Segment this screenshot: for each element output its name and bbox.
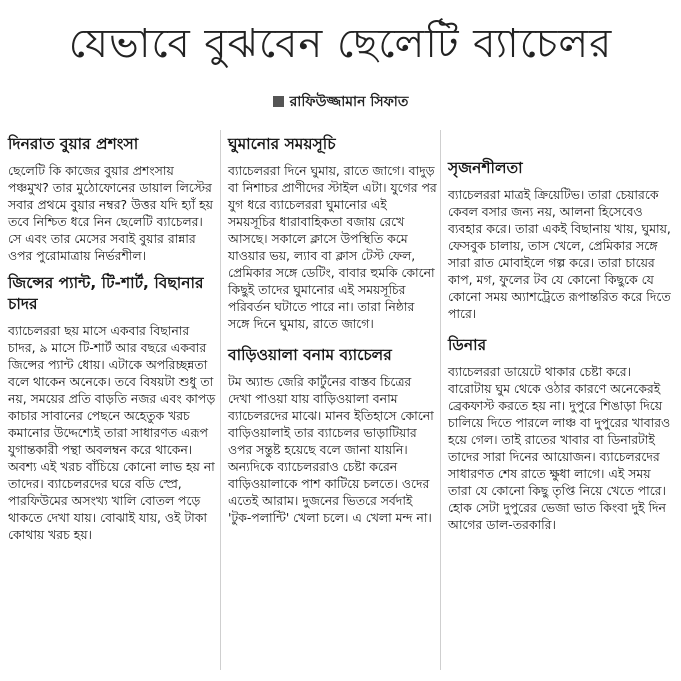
column-1 bbox=[8, 134, 218, 552]
column-3 bbox=[448, 158, 674, 542]
section-body: ব্যাচেলররা দিনে ঘুমায়, রাতে জাগে। বাদুড় বা নিশাচর প্রাণীদের স্টাইল এটা। যুগের পর যুগ ধরে ব্যাচেলররা ঘুমানোর এই সময়সূচির ধারাবাহিকতা বজায় রেখে আসছে। সকালে ক্লাসে উপস্থিতি কমে যাওয়ার ভয়, ল্যাব বা ক্লাস টেস্ট ফেল, প্রেমিকার সঙ্গে ডেটিং, বাবার হুমকি কোনো কিছুই তাদের ঘুমানোর এই সময়সূচির পরিবর্তন ঘটাতে পারে না। তারা নিষ্ঠার সঙ্গে দিনে ঘুমায়, রাতে জাগে। bbox=[228, 163, 437, 331]
column-divider bbox=[220, 130, 221, 670]
section-heading: ডিনার bbox=[448, 336, 487, 354]
headline: যেভাবে বুঝবেন ছেলেটি ব্যাচেলর bbox=[68, 21, 613, 67]
author-name: রাফিউজ্জামান সিফাত bbox=[289, 94, 409, 110]
column-divider bbox=[440, 130, 441, 670]
section-heading: দিনরাত বুয়ার প্রশংসা bbox=[8, 135, 139, 153]
section-heading: ঘুমানোর সময়সূচি bbox=[228, 135, 336, 153]
section-heading: সৃজনশীলতা bbox=[448, 159, 523, 177]
section-body: ব্যাচেলররা ডায়েটে থাকার চেষ্টা করে। বারোটায় ঘুম থেকে ওঠার কারণে অনেকেরই ব্রেকফাস্ট করতে হয় না। দুপুরে শিঙাড়া দিয়ে চালিয়ে দিতে পারলে লাঞ্চ বা দুপুরের খাবারও হয়ে গেল। তাই রাতের খাবার বা ডিনারটাই তাদের সারা দিনের আয়োজন। ব্যাচেলরদের সাধারণত শেষ রাতে ক্ষুধা লাগে। এই সময় তারা যে কোনো কিছু তৃপ্তি নিয়ে খেতে পারে। হোক সেটা দুপুরের ভেজা ভাত কিংবা দুই দিন আগের ডাল-তরকারি। bbox=[448, 364, 671, 532]
byline-square-icon bbox=[273, 96, 284, 107]
column-2 bbox=[228, 134, 438, 535]
section-body: টম অ্যান্ড জেরি কার্টুনের বাস্তব চিত্রের দেখা পাওয়া যায় বাড়িওয়ালা বনাম ব্যাচেলরদের মাঝে। মানব ইতিহাসে কোনো বাড়িওয়ালাই তার ব্যাচেলর ভাড়াটিয়ার ওপর সন্তুষ্ট হয়েছে বলে জানা যায়নি। অন্যদিকে ব্যাচেলররাও চেষ্টা করেন বাড়িওয়ালাকে পাশ কাটিয়ে চলতে। ওদের এতেই আরাম। দুজনের ভিতরে সর্বদাই 'টুক-পলান্টি' খেলা চলে। এ খেলা মন্দ না। bbox=[228, 374, 434, 525]
section-body: ব্যাচেলররা ছয় মাসে একবার বিছানার চাদর, ৯ মাসে টি-শার্ট আর বছরে একবার জিন্সের প্যান্ট ধোয়। এটাকে অপরিচ্ছন্নতা বলে থাকেন অনেকে। তবে বিষয়টা শুধু তা নয়, সময়ের প্রতি বাড়তি নজর এবং কাপড় কাচার সাবানের পেছনে অহেতুক খরচ কমানোর উদ্দেশ্যেই তারা সাধারণত এরূপ যুগান্তকারী পন্থা অবলম্বন করে থাকেন। অবশ্য এই খরচ বাঁচিয়ে কোনো লাভ হয় না তাদের। ব্যাচেলরদের ঘরে বডি স্প্রে, পারফিউমের অসংখ্য খালি বোতল পড়ে থাকতে দেখা যায়। বোঝাই যায়, ওই টাকা কোথায় খরচ হয়। bbox=[8, 323, 216, 542]
section-heading: বাড়িওয়ালা বনাম ব্যাচেলর bbox=[228, 346, 392, 364]
section-body: ছেলেটি কি কাজের বুয়ার প্রশংসায় পঞ্চমুখ? তার মুঠোফোনের ডায়াল লিস্টের সবার প্রথমে বুয়ার নম্বর? উত্তর যদি হ্যাঁ হয় তবে নিশ্চিত ধরে নিন ছেলেটি ব্যাচেলর। সে এবং তার মেসের সবাই বুয়ার রান্নার ওপর পুরোমাত্রায় নির্ভরশীল। bbox=[8, 163, 213, 263]
section-body: ব্যাচেলররা মাত্রই ক্রিয়েটিভ। তারা চেয়ারকে কেবল বসার জন্য নয়, আলনা হিসেবেও ব্যবহার করে। তারা একই বিছানায় খায়, ঘুমায়, ফেসবুক চালায়, তাস খেলে, প্রেমিকার সঙ্গে সারা রাত মোবাইলে গল্প করে। তারা চায়ের কাপ, মগ, ফুলের টব যে কোনো কিছুকে যে কোনো সময় অ্যাশট্রেতে রূপান্তরিত করে দিতে পারে। bbox=[448, 187, 671, 321]
byline bbox=[0, 92, 681, 112]
section-heading: জিন্সের প্যান্ট, টি-শার্ট, বিছানার চাদর bbox=[8, 274, 204, 313]
